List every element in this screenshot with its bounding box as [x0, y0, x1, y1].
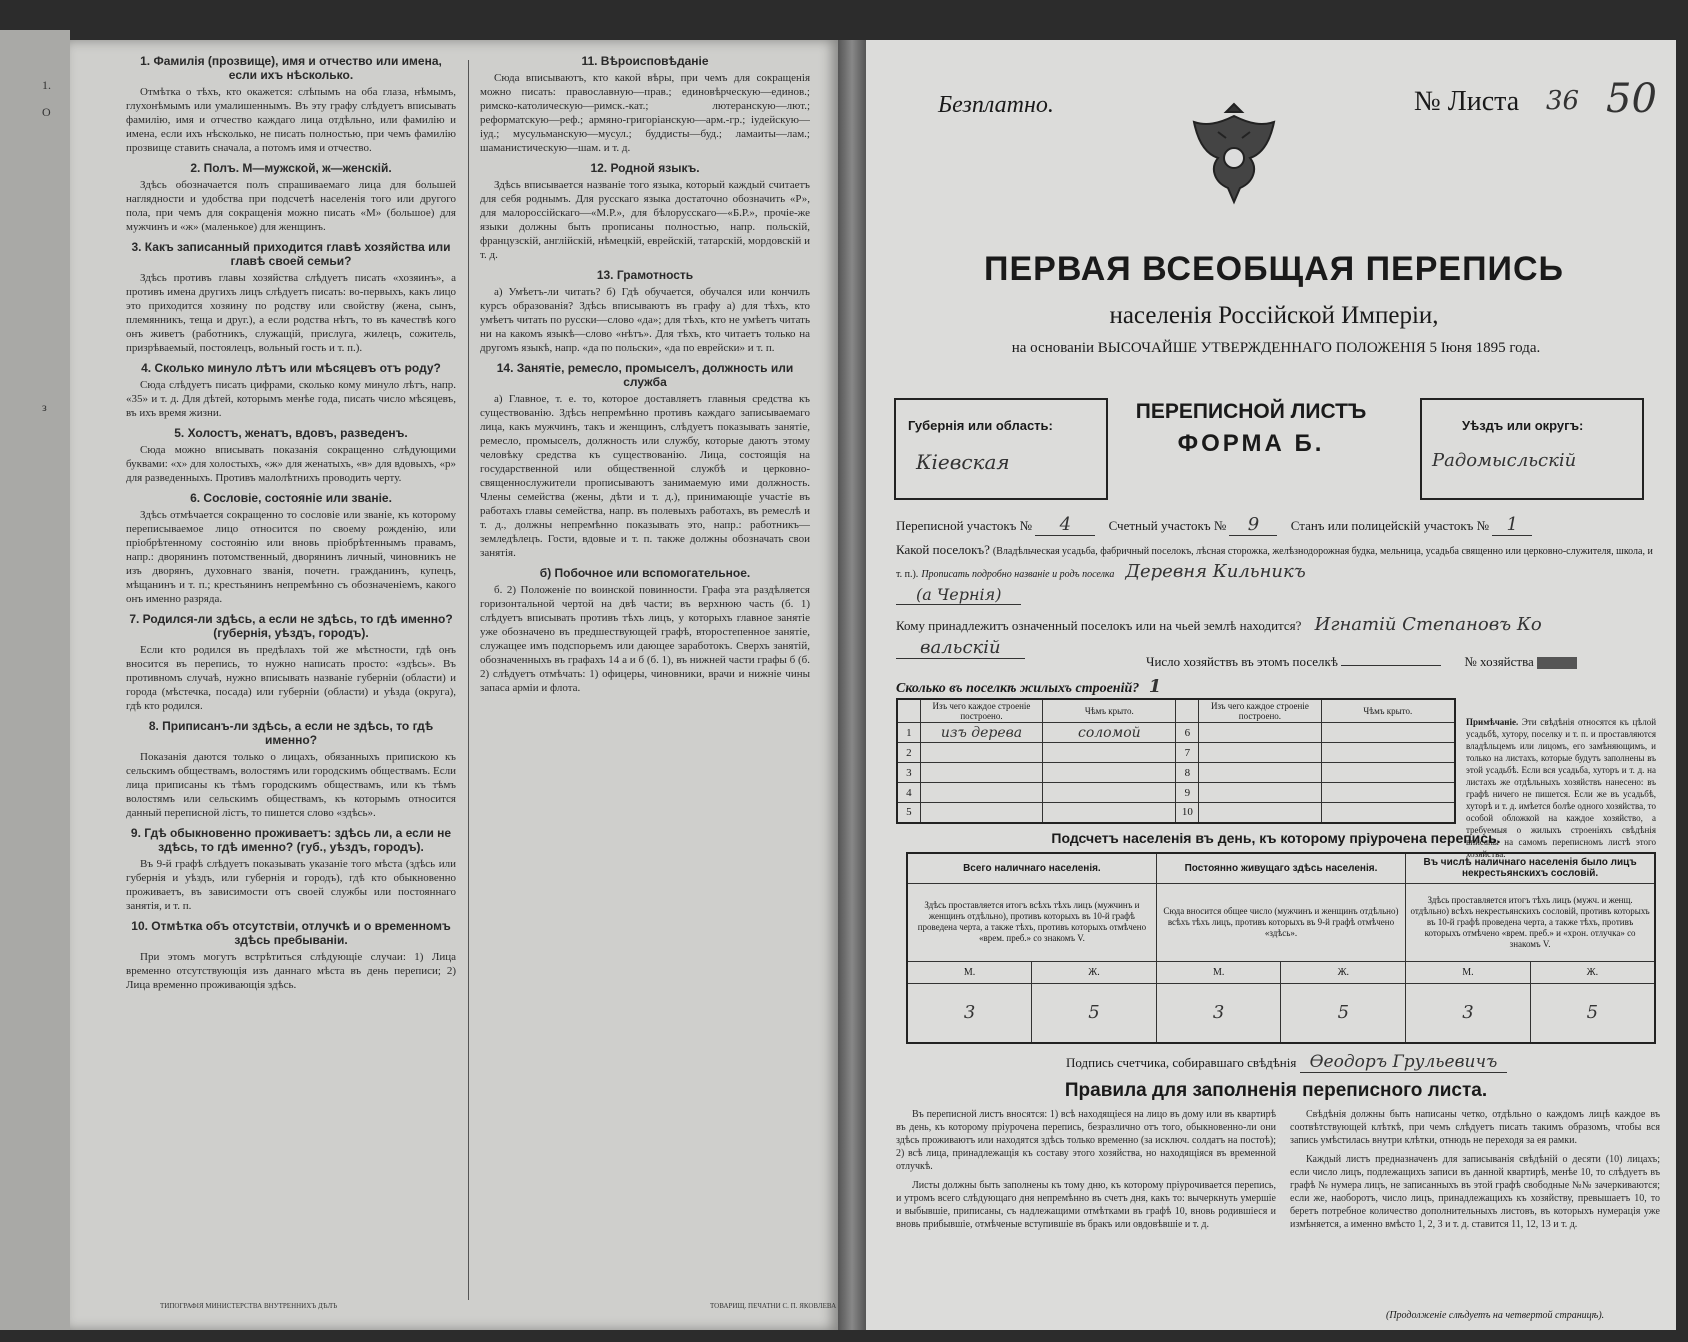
signature-value: Өеодоръ Грульевичъ — [1300, 1052, 1508, 1073]
building-row — [897, 743, 1455, 763]
count-present-m: 3 — [907, 983, 1032, 1043]
census-area-label: Переписной участокъ № — [896, 518, 1033, 533]
building-roof — [1321, 743, 1455, 763]
instruction-heading: 10. Отмѣтка объ отсутствіи, отлучкѣ и о временномъ здѣсь пребываніи. — [131, 919, 451, 947]
settlement-label: Какой поселокъ? — [896, 542, 990, 557]
instruction-text: Здѣсь отмѣчается сокращенно то сословіе или званіе, къ которому переписываемое лицо относится по своему рожденію, или пріобрѣтенному состоянію или вновь пріобрѣтеннымъ правамъ, напр.: дворянинъ потомственный, дворянинъ личный, чиновникъ не изъ дворянъ, духовнаго званія, почетн. гражданинъ, купецъ, мѣщанинъ и т. п.; крестьянинъ непремѣнно съ обозначеніемъ, какого онъ именно разряда. — [126, 509, 456, 605]
instruction-text: Показанія даются только о лицахъ, обязанныхъ припискою къ сельскимъ обществамъ, волостямъ или городскимъ обществамъ. Если лица приписаны къ тѣмъ городскимъ обществамъ, или къ тѣмъ волостямъ или сельскимъ обществамъ, къ которымъ относится данный переписной лістъ, то пишется слово «здѣсь». — [126, 751, 456, 819]
building-row — [897, 723, 1455, 743]
owner-value: Игнатій Степановъ Ко — [1314, 614, 1542, 635]
instruction-heading: 8. Приписанъ-ли здѣсь, а если не здѣсь, то гдѣ именно? — [148, 719, 434, 747]
instruction-heading: 13. Грамотность — [596, 268, 694, 282]
settlement-line — [896, 540, 1656, 606]
building-roof — [1043, 783, 1176, 803]
instruction-text: Здѣсь обозначается полъ спрашиваемаго лица для большей наглядности и удобства при подсчетѣ населенія того или другого пола, при чемъ для сокращенія можно писать «М» (большое) для мужчинъ и «ж» (маленькое) для женщинъ. — [126, 179, 456, 233]
rules-title: Правила для заполненія переписного листа. — [1064, 1080, 1488, 1101]
m-label: М. — [1406, 961, 1531, 983]
census-form-page — [866, 40, 1676, 1330]
census-area-value: 4 — [1035, 514, 1095, 536]
count-header-resident: Постоянно живущаго здѣсь населенія. — [1156, 853, 1405, 883]
rules-paragraph: Листы должны быть заполнены къ тому дню, къ которому пріурочивается перепись, и утромъ всего слѣдующаго дня непремѣнно въ счетъ дня, какъ то: вычеркнуть умершіе и выбывшіе, приписаны, съ надлежащими отмѣтками въ графѣ 10, вновь родившіеся и вновь прибывшіе, отмѣченые вступившіе въ бракъ или овдовѣвшіе и т. д. — [896, 1180, 1276, 1230]
f-label: Ж. — [1530, 961, 1655, 983]
count-desc-present: Здѣсь проставляется итогъ всѣхъ тѣхъ лицъ (мужчинъ и женщинъ отдѣльно), противъ которыхъ въ 10-й графѣ проведена черта, а также тѣхъ, противъ которыхъ отмѣчено «врем. преб.» со знакомъ V. — [907, 883, 1156, 961]
count-resident-f: 5 — [1281, 983, 1406, 1043]
book-spine — [838, 40, 866, 1330]
population-count-table — [906, 852, 1656, 1044]
instructions-column-1 — [126, 48, 456, 1308]
building-material — [920, 763, 1042, 783]
instruction-heading: 2. Полъ. М—мужской, ж—женскій. — [190, 161, 392, 175]
bld-header-material: Изъ чего каждое строеніе построено. — [920, 699, 1042, 723]
building-roof — [1043, 803, 1176, 823]
count-nonpeasant-m: 3 — [1406, 983, 1531, 1043]
building-number: 5 — [897, 803, 920, 823]
f-label: Ж. — [1032, 961, 1157, 983]
building-number: 2 — [897, 743, 920, 763]
building-roof — [1321, 783, 1455, 803]
area-line — [896, 514, 1646, 536]
building-number: 4 — [897, 783, 920, 803]
rules-paragraph: Свѣдѣнія должны быть написаны четко, отдѣльно о каждомъ лицѣ каждое въ соотвѣтствующей клѣткѣ, при чемъ слѣдуетъ писать такимъ образомъ, чтобы вся запись умѣстилась внутри клѣтки, отнюдь не переходя за ея рамки. — [1290, 1109, 1660, 1146]
building-material — [920, 743, 1042, 763]
rules-column-2 — [1290, 1108, 1660, 1304]
building-material — [1199, 803, 1321, 823]
building-row — [897, 803, 1455, 823]
instruction-heading: 5. Холостъ, женатъ, вдовъ, разведенъ. — [174, 426, 408, 440]
bld-header-roof: Чѣмъ крыто. — [1043, 699, 1176, 723]
instruction-text: Въ 9-й графѣ слѣдуетъ показывать указаніе того мѣста (здѣсь или губернія и уѣздъ, или губернія и городъ), гдѣ кто обыкновенно проживаетъ, въ зависимости отъ своей службы или постояннаго занятія, и т. п. — [126, 858, 456, 912]
building-material: изъ дерева — [920, 723, 1042, 743]
count-nonpeasant-f: 5 — [1530, 983, 1655, 1043]
instruction-heading: 3. Какъ записанный приходится главѣ хозяйства или главѣ своей семьи? — [131, 240, 451, 268]
counting-area-value: 9 — [1229, 514, 1277, 536]
imperial-eagle-icon — [1188, 98, 1280, 208]
building-material — [920, 783, 1042, 803]
building-number: 8 — [1176, 763, 1199, 783]
instructions-column-2 — [480, 48, 810, 1308]
building-row — [897, 763, 1455, 783]
instruction-text: При этомъ могутъ встрѣтиться слѣдующіе случаи: 1) Лица временно отсутствующія изъ даннаго мѣста въ день переписи; 2) Лица временно проживающія здѣсь. — [126, 951, 456, 991]
note-text: Эти свѣдѣнія относятся къ цѣлой усадьбѣ, хутору, поселку и т. п. и проставляются владѣльцемъ или лицомъ, его замѣняющимъ, и только на листахъ, которые будутъ заполнены въ этой усадьбѣ. Если вся усадьба, хуторъ и т. д. на листахъ же отдѣльныхъ хозяйствъ нанесено: въ графѣ ничего не пишется. Если же въ усадьбѣ, хуторѣ и т. д. имѣется болѣе одного хозяйства, то особой обложкой на каждое хозяйство, а требуемыя о жилыхъ строеніяхъ свѣдѣнія вписаны на самомъ переписномъ листѣ этого хозяйства. — [1466, 717, 1657, 859]
count-desc-resident: Сюда вносится общее число (мужчинъ и женщинъ отдѣльно) всѣхъ тѣхъ лицъ, противъ которыхъ въ 9-й графѣ отмѣчено «здѣсь». — [1156, 883, 1405, 961]
owner-label: Кому принадлежитъ означенный поселокъ или на чьей землѣ находится? — [896, 618, 1302, 633]
sheet-number-value: 36 — [1546, 86, 1580, 116]
building-material — [920, 803, 1042, 823]
buildings-value: 1 — [1148, 676, 1162, 697]
count-header-nonpeasant: Въ числѣ наличнаго населенія было лицъ некрестьянскихъ сословій. — [1406, 853, 1655, 883]
instruction-heading: 9. Гдѣ обыкновенно проживаетъ: здѣсь ли, а если не здѣсь, то гдѣ именно? (губ., уѣздъ, городъ). — [130, 826, 452, 854]
instruction-text: Здѣсь противъ главы хозяйства слѣдуетъ писать «хозяинъ», а противъ имена другихъ лицъ слѣдуетъ писать: во-первыхъ, какъ лицо это приходится хозяину по родству или свойству (жена, сынъ, племянникъ, теща и друг.), а если родства нѣтъ, то въ качествѣ кого онъ живетъ (работникъ, служащій, прислуга, жилецъ, сожитель, призрѣваемый, постоялецъ, вольный гость и т. п.). — [126, 272, 456, 354]
instruction-text: б. 2) Положеніе по воинской повинности. Графа эта раздѣляется горизонтальной чертой на двѣ части; въ верхнюю часть (б. 1) слѣдуетъ вписывать противъ тѣхъ лицъ, у которыхъ главное занятіе уже обозначено въ предшествующей графѣ, второстепенное занятіе, служащее имъ подспорьемъ или дающее заработокъ. Сверхъ занятій, обозначенныхъ въ графахъ 14 а и б (б. 1), въ нижней части графы б (б. 2) слѣдуетъ отмѣчать: 1) офицеры, чиновники, врачи и нижніе чины запаса арміи и флота. — [480, 584, 810, 694]
counting-area-label: Счетный участокъ № — [1108, 518, 1227, 533]
count-present-f: 5 — [1032, 983, 1157, 1043]
m-label: М. — [1156, 961, 1281, 983]
district-box — [1420, 398, 1644, 500]
form-title-line2: ФОРМА Б. — [1177, 430, 1325, 457]
building-row — [897, 783, 1455, 803]
building-material — [1199, 743, 1321, 763]
form-title-line1: ПЕРЕПИСНОЙ ЛИСТЪ — [1135, 400, 1367, 423]
rules-column-1 — [896, 1108, 1276, 1308]
building-roof — [1321, 763, 1455, 783]
previous-page-edge: 1. О з — [0, 30, 70, 1330]
household-number-label: № хозяйства — [1464, 654, 1534, 669]
building-number: 1 — [897, 723, 920, 743]
instruction-heading: 14. Занятіе, ремесло, промыселъ, должность или служба — [496, 361, 794, 389]
building-roof — [1043, 763, 1176, 783]
count-resident-m: 3 — [1156, 983, 1281, 1043]
instruction-text: Сюда вписываютъ, кто какой вѣры, при чемъ для сокращенія можно писать: православную—прав.; единовѣрческую—единов.; римско-католическую—римск.-кат.; лютеранскую—лют.; реформатскую—реф.; армяно-григоріанскую—арм.-гр.; іудейскую—іуд.; мусульманскую—мусул.; буддисты—буд.; ламаиты—лам.; шаманистическую—шам. и т. д. — [480, 72, 810, 154]
count-header-present: Всего наличнаго населенія. — [907, 853, 1156, 883]
settlement-hint2: Прописать подробно названіе и родъ поселка — [921, 569, 1115, 580]
instruction-heading: 6. Сословіе, состояніе или званіе. — [190, 491, 392, 505]
instruction-text: Если кто родился въ предѣлахъ той же мѣстности, гдѣ онъ вносится въ перепись, то нужно написать просто: «здѣсь». Въ противномъ случаѣ, нужно вписывать названіе губерніи (области) и города (мѣстечка, посада) или губерніи (области) и уѣзда (округа), гдѣ кто родился. — [126, 644, 456, 712]
rules-paragraph: Каждый листъ предназначенъ для записыванія свѣдѣній о десяти (10) лицахъ; если число лицъ, подлежащихъ записи въ данной квартирѣ, менѣе 10, то слѣдуетъ въ графѣ № нумера лицъ, не записанныхъ въ этой графѣ свободные №№ зачеркиваются; если же, наоборотъ, число лицъ, принадлежащихъ къ хозяйству, превышаетъ 10, то беретъ потребное количество дополнительныхъ листовъ, въ которыхъ нумерація уже измѣняется, а именно вмѣсто 1, 2, 3 и т. д. ставится 11, 12, 13 и т. д. — [1290, 1154, 1660, 1230]
households-label: Число хозяйствъ въ этомъ поселкѣ — [1146, 654, 1338, 669]
building-number: 6 — [1176, 723, 1199, 743]
province-label: Губернія или область: — [908, 418, 1053, 433]
settlement-hint: (Владѣльческая усадьба, фабричный поселокъ, лѣсная сторожка, желѣзнодорожная будка, мельница, усадьба священно или церковно-служителя, школа, и т. п.). — [896, 546, 1653, 580]
left-column-rule — [468, 60, 469, 1300]
free-label: Безплатно. — [938, 92, 1054, 118]
signature-line — [1066, 1052, 1656, 1072]
building-roof — [1321, 723, 1455, 743]
m-label: М. — [907, 961, 1032, 983]
rules-paragraph: Въ переписной листъ вносятся: 1) всѣ находящіеся на лицо въ дому или въ квартирѣ въ день, къ которому пріурочена перепись, безразлично отъ того, обыкновенно-ли они здѣсь проживаютъ или находятся здѣсь только временно (за исключ. солдатъ на постоѣ); 2) всѣ лица, принадлежащія къ составу этого хозяйства, но находящіяся въ временной отлучкѣ. — [896, 1109, 1276, 1172]
f-label: Ж. — [1281, 961, 1406, 983]
instruction-text: Сюда слѣдуетъ писать цифрами, сколько кому минуло лѣтъ, напр. «35» и т. д. Для дѣтей, которымъ менѣе года, писать число мѣсяцевъ, въ ихъ время жизни. — [126, 379, 456, 419]
building-roof: соломой — [1043, 723, 1176, 743]
settlement-value: Деревня Кильникъ — [1125, 561, 1306, 582]
building-number: 3 — [897, 763, 920, 783]
buildings-label: Сколько въ поселкѣ жилыхъ строеній? — [896, 681, 1140, 696]
instruction-text: Здѣсь вписывается названіе того языка, который каждый считаетъ для себя роднымъ. Для русскаго языка достаточно обозначить «Р», для малороссійскаго—«М.Р.», для бѣлорусскаго—«Б.Р.», прочіе-же языки должны быть прописаны полностью, напр. польскій, французскій, англійскій, нѣмецкій, еврейскій, татарскій, мордовскій и т. д. — [480, 179, 810, 261]
building-material — [1199, 763, 1321, 783]
building-material — [1199, 723, 1321, 743]
bld-header-roof-2: Чѣмъ крыто. — [1321, 699, 1455, 723]
column-2-footer: ТОВАРИЩ. ПЕЧАТНИ С. П. ЯКОВЛЕВА — [710, 1302, 837, 1310]
building-number: 7 — [1176, 743, 1199, 763]
stan-value: 1 — [1492, 514, 1532, 536]
buildings-line — [896, 676, 1376, 697]
census-subtitle: населенія Россійской Имперіи, — [1109, 302, 1439, 329]
building-roof — [1321, 803, 1455, 823]
instruction-heading: 1. Фамилія (прозвище), имя и отчество или имена, если ихъ нѣсколько. — [140, 54, 442, 82]
instruction-heading: 11. Вѣроисповѣданіе — [581, 54, 709, 68]
building-material — [1199, 783, 1321, 803]
left-instructions-page — [70, 40, 838, 1330]
column-1-footer: ТИПОГРАФІЯ МИНИСТЕРСТВА ВНУТРЕННИХЪ ДѢЛЪ — [160, 1302, 338, 1310]
district-label: Уѣздъ или округъ: — [1462, 418, 1584, 433]
census-title: ПЕРВАЯ ВСЕОБЩАЯ ПЕРЕПИСЬ — [984, 250, 1564, 288]
form-title — [1106, 400, 1396, 458]
count-title: Подсчетъ населенія въ день, къ которому пріурочена перепись. — [1051, 830, 1501, 846]
instruction-text: Отмѣтка о тѣхъ, кто окажется: слѣпымъ на оба глаза, нѣмымъ, глухонѣмымъ или умалишеннымъ. Въ эту графу слѣдуетъ вписывать фамилію, имя и отчество каждаго лица отдѣльно, или фамилію и имена, если ихъ нѣсколько, не писать полностью, при чемъ фамилію прозвище ставить сначала, а потомъ имя и отчество. — [126, 86, 456, 154]
district-value: Радомысльскій — [1432, 450, 1577, 471]
owner-value-2: вальскій — [896, 637, 1025, 659]
archive-number: 50 — [1606, 76, 1657, 122]
instruction-heading: 4. Сколько минуло лѣтъ или мѣсяцевъ отъ роду? — [141, 361, 441, 375]
bld-header-material-2: Изъ чего каждое строеніе построено. — [1199, 699, 1321, 723]
signature-label: Подпись счетчика, собиравшаго свѣдѣнія — [1066, 1055, 1297, 1070]
instruction-heading: б) Побочное или вспомогательное. — [539, 566, 751, 580]
instruction-text: а) Умѣетъ-ли читать? б) Гдѣ обучается, обучался или кончилъ курсъ образованія? Здѣсь вписываютъ въ графу а) для тѣхъ, кто умѣетъ читать по русски—слово «да»; для тѣхъ, кто не умѣетъ читать ни на какомъ языкѣ—слово «нѣтъ». Для тѣхъ, кто читаетъ только на другомъ языкѣ, напр. «да по польски», «да по еврейски» и т. п. — [480, 286, 810, 354]
instruction-heading: 12. Родной языкъ. — [590, 161, 700, 175]
stan-label: Станъ или полицейскій участокъ № — [1290, 518, 1490, 533]
count-desc-nonpeasant: Здѣсь проставляется итогъ тѣхъ лицъ (мужч. и женщ. отдѣльно) всѣхъ некрестьянскихъ сословій, противъ которыхъ въ 10-й графѣ проведена черта, а также тѣхъ, противъ которыхъ отмѣчено «врем. преб.» и «хрон. отлучка» со знакомъ V. — [1406, 883, 1655, 961]
instruction-text: Сюда можно вписывать показанія сокращенно слѣдующими буквами: «х» для холостыхъ, «ж» для женатыхъ, «в» для вдовыхъ, «р» для разведенныхъ. Противъ малолѣтнихъ проводить черту. — [126, 444, 456, 484]
settlement-value-2: (а Чернія) — [896, 585, 1021, 605]
rules-continued: (Продолженіе слѣдуетъ на четвертой страницѣ). — [1386, 1310, 1605, 1321]
instruction-heading: 7. Родился-ли здѣсь, а если не здѣсь, то гдѣ именно? (губернія, уѣздъ, городъ). — [129, 612, 453, 640]
building-number: 9 — [1176, 783, 1199, 803]
census-basis: на основаніи ВЫСОЧАЙШЕ УТВЕРЖДЕННАГО ПОЛОЖЕНІЯ 5 Іюня 1895 года. — [1011, 340, 1541, 356]
buildings-table — [896, 698, 1456, 824]
building-number: 10 — [1176, 803, 1199, 823]
households-line — [1146, 654, 1646, 670]
province-value: Кіевская — [916, 450, 1010, 474]
sheet-number-label: № Листа — [1414, 86, 1520, 117]
building-roof — [1043, 743, 1176, 763]
note-title: Примѣчаніе. — [1466, 717, 1519, 727]
province-box — [894, 398, 1108, 500]
instruction-text: а) Главное, т. е. то, которое доставляетъ главныя средства къ существованію. Здѣсь непремѣнно противъ каждаго записываемаго лица, какъ мужчинъ, такъ и женщинъ, слѣдуетъ показывать занятіе, ремесло, промыселъ, должность или службу, которые даютъ этому человѣку средства къ существованію. Лица, состоящія на государственной или общественной службѣ и церковно-священнослужители прописываютъ занимаемую ими должность. Члены семейства (жены, дѣти и т. д.), принимающіе участіе въ работахъ главы семейства, напр. въ полевыхъ работахъ, въ ремеслѣ и т. д., должны непремѣнно показывать это, напр.: работникъ—земледѣлецъ. Гости, вдовые и т. п. также должны обозначать свои занятія. — [480, 393, 810, 559]
